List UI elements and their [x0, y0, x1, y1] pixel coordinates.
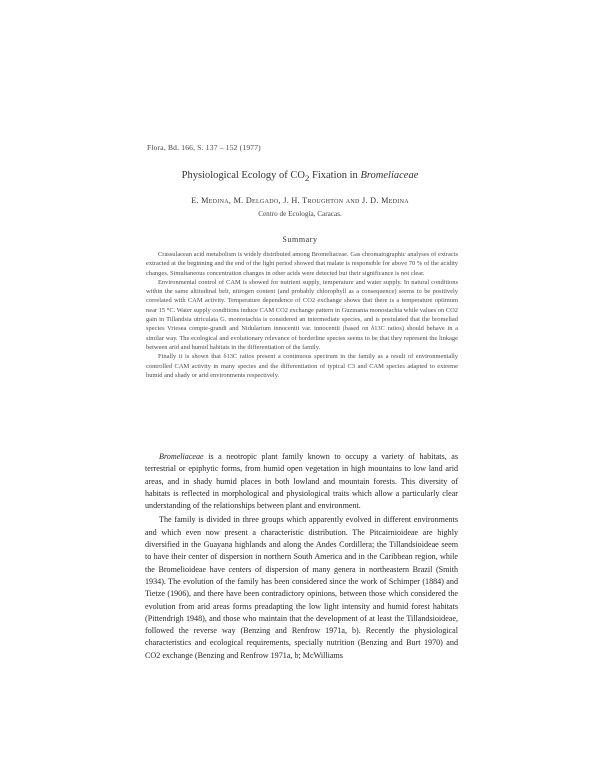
summary-paragraph: Environmental control of CAM is showed for nutrient supply, temperature and water supply. In natural conditions within the same altitudinal belt, nitrogen content (and probably chlorophyll as a consequence) seems to be positively correlated with CAM activity. Temperature dependence of CO2 exchange shows that there is a temperature optimum near 15 °C. Water supply conditions induce CAM CO2 exchange pattern in Guzmania monostachia while values on CO2 gain in Tillandsia utriculata G. monostachia is considered an intermediate species, and is postulated that the bromeliad species Vriesea compte-grandi and Nidularium innocentii var. innocentii (based on δ13C ratios) should behave in a similar way. The ecological and evolutionary relevance of borderline species seems to be that they represent the linkage between arid and humid habitats in the differentiation of the family.: [146, 278, 458, 351]
summary-paragraph: Crassulacean acid metabolism is widely distributed among Bromeliaceae. Gas chromatographic analyses of extracts extracted at the beginning and the end of the light period showed that malate is responsible for above 70 % of the acidity changes. Simultaneous concentration changes in other acids were detected but their significance is not clear.: [146, 251, 458, 277]
affiliation: Centro de Ecología, Caracas.: [258, 210, 342, 218]
body-taxon: Bromeliaceae: [159, 452, 204, 461]
summary-heading: Summary: [282, 235, 318, 244]
summary-text: [146, 250, 458, 380]
summary-paragraph: Finally it is shown that δ13C ratios present a continuous spectrum in the family as a result of environmentally controlled CAM activity in many species and the differentiation of typical C3 and CAM species adapted to extreme humid and shady or arid environments respectively.: [146, 353, 458, 379]
title-prefix: Physiological Ecology of CO: [181, 170, 306, 181]
title-subscript: 2: [305, 173, 310, 184]
authors: E. Medina, M. Delgado, J. H. Troughton and J. D. Medina: [191, 196, 409, 205]
article-title: [0, 170, 600, 183]
body-paragraph: [145, 451, 458, 512]
title-middle: Fixation in: [309, 170, 361, 181]
body-text: [145, 451, 458, 662]
body-paragraph: The family is divided in three groups which apparently evolved in different environments and which even now present a characteristic distribution. The Pitcairnioideae are highly diversified in the Guayana highlands and along the Andes Cordillera; the Tillandsioideae seem to have their center of dispersion in northern South America and in the Caribbean region, while the Bromelioideae have centers of dispersion of many genera in northeastern Brazil (Smith 1934). The evolution of the family has been considered since the work of Schimper (1884) and Tietze (1906), and there have been contradictory opinions, between those which considered the evolution from arid areas forms preadapting the low light intensity and humid forest habitats (Pittendrigh 1948), and those who maintain that the development of at least the Tillandsioideae, followed the reverse way (Benzing and Renfrow 1971a, b). Recently the physiological characteristics and ecological requirements, specially nutrition (Benzing and Burt 1970) and CO2 exchange (Benzing and Renfrow 1971a, b; McWilliams: [145, 515, 458, 660]
body-paragraph-text: is a neotropic plant family known to occupy a variety of habitats, as terrestrial or epiphytic forms, from humid open vegetation in high mountains to low land arid areas, and in shady humid places in both lowland and mountain forests. This diversity of habitats is reflected in morphological and physiological traits which allow a particularly clear understanding of the relationships between plant and environment.: [145, 452, 458, 511]
journal-citation: Flora, Bd. 166, S. 137 – 152 (1977): [147, 143, 261, 152]
title-italic: Bromeliaceae: [360, 170, 419, 181]
